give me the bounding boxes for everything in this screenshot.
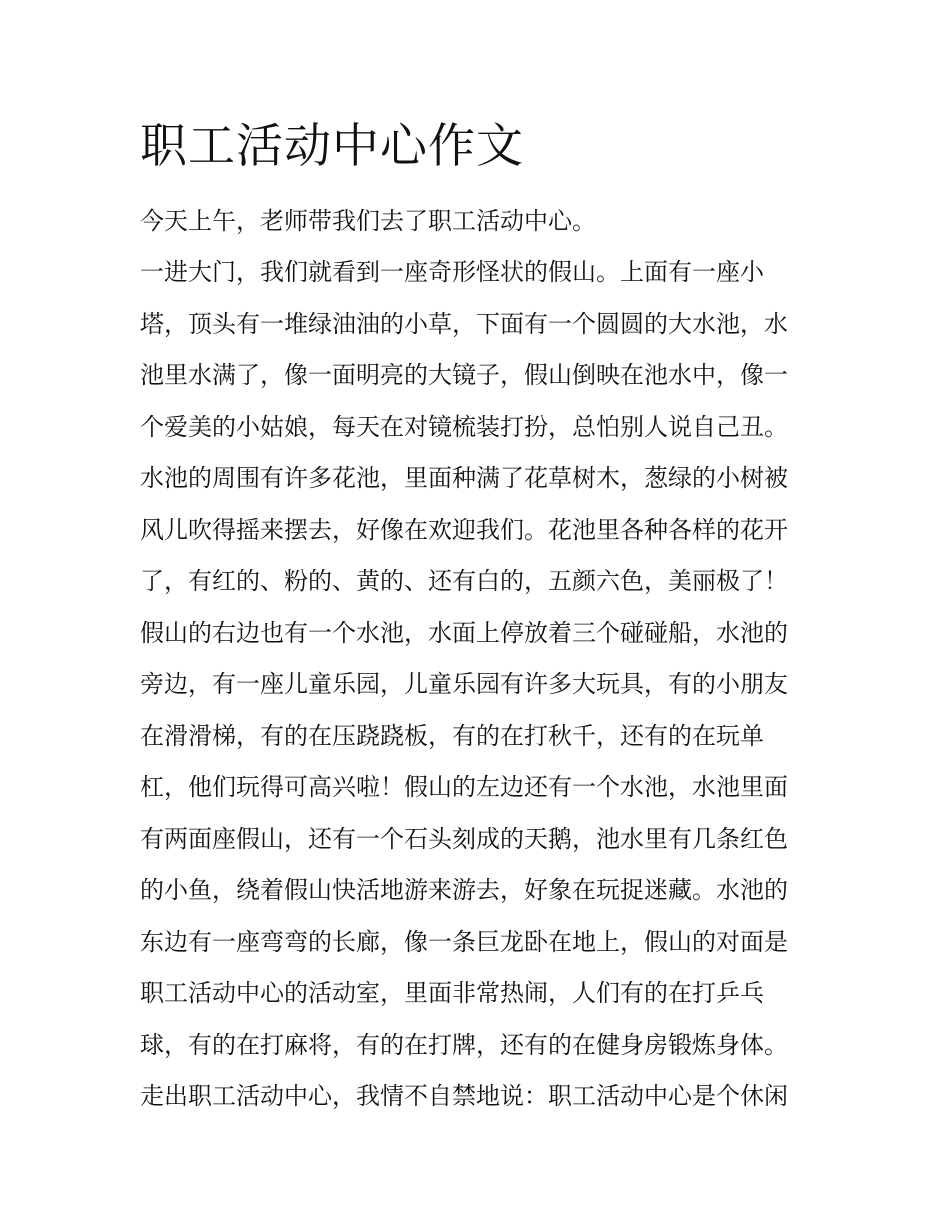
text-line: 在滑滑梯，有的在压跷跷板，有的在打秋千，还有的在玩单 — [140, 722, 764, 750]
text-line: 今天上午，老师带我们去了职工活动中心。 — [140, 207, 596, 235]
text-line: 风儿吹得摇来摆去，好像在欢迎我们。花池里各种各样的花开 — [140, 516, 788, 544]
text-line: 走出职工活动中心，我情不自禁地说：职工活动中心是个休闲 — [140, 1082, 788, 1110]
text-line: 水池的周围有许多花池，里面种满了花草树木，葱绿的小树被 — [140, 464, 788, 492]
text-line: 职工活动中心的活动室，里面非常热闹，人们有的在打乒乓 — [140, 979, 764, 1007]
document-title: 职工活动中心作文 — [140, 119, 524, 174]
text-line: 的小鱼，绕着假山快活地游来游去，好象在玩捉迷藏。水池的 — [140, 876, 788, 904]
text-line: 球，有的在打麻将，有的在打牌，还有的在健身房锻炼身体。 — [140, 1031, 788, 1059]
text-line: 东边有一座弯弯的长廊，像一条巨龙卧在地上，假山的对面是 — [140, 928, 788, 956]
text-line: 假山的右边也有一个水池，水面上停放着三个碰碰船，水池的 — [140, 619, 788, 647]
text-line: 个爱美的小姑娘，每天在对镜梳装打扮，总怕别人说自己丑。 — [140, 413, 788, 441]
text-line: 杠，他们玩得可高兴啦！假山的左边还有一个水池，水池里面 — [140, 773, 788, 801]
text-line: 一进大门，我们就看到一座奇形怪状的假山。上面有一座小 — [140, 258, 764, 286]
text-line: 有两面座假山，还有一个石头刻成的天鹅，池水里有几条红色 — [140, 825, 788, 853]
text-line: 了，有红的、粉的、黄的、还有白的，五颜六色，美丽极了！ — [140, 567, 788, 595]
text-line: 旁边，有一座儿童乐园，儿童乐园有许多大玩具，有的小朋友 — [140, 670, 788, 698]
text-line: 塔，顶头有一堆绿油油的小草，下面有一个圆圆的大水池，水 — [140, 310, 788, 338]
text-line: 池里水满了，像一面明亮的大镜子，假山倒映在池水中，像一 — [140, 361, 788, 389]
